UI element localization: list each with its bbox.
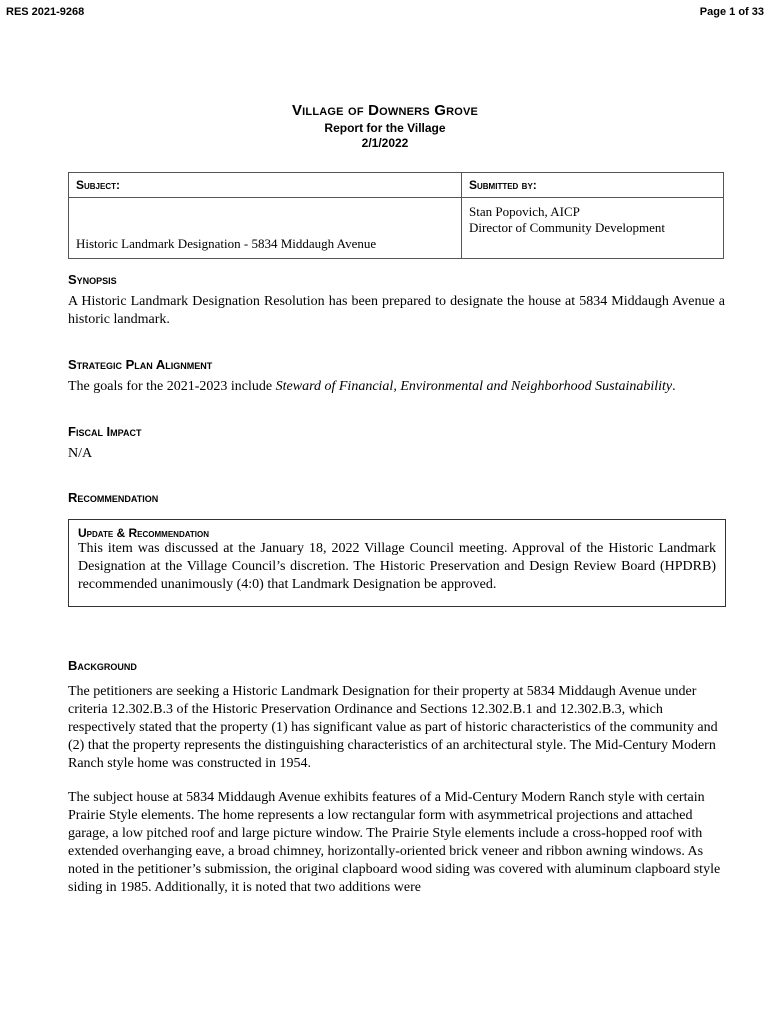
strategic-text bbox=[68, 378, 725, 396]
synopsis-heading: Synopsis bbox=[68, 272, 117, 287]
fiscal-heading: Fiscal Impact bbox=[68, 424, 142, 439]
report-title: Village of Downers Grove bbox=[291, 102, 479, 119]
background-paragraph-2: The subject house at 5834 Middaugh Avenue exhibits features of a Mid-Century Modern Ranch style with certain Prairie Style elements. The home represents a low rectangular form with asymmetrical projections and attached garage, a low pitched roof and large picture window. The Prairie Style elements include a cross-hopped roof with extended overhanging eave, a broad chimney, horizontally-oriented brick veneer and ribbon awning windows. As noted in the petitioner’s submission, the original clapboard wood siding was covered with aluminum clapboard style siding in 1985. Additionally, it is noted that two additions were bbox=[68, 790, 721, 895]
recommendation-section bbox=[68, 490, 725, 505]
page-number: Page 1 of 33 bbox=[699, 6, 764, 18]
background-paragraph-1: The petitioners are seeking a Historic Landmark Designation for their property at 5834 Middaugh Avenue under criteria 12.302.B.3 of the Historic Preservation Ordinance and Sections 12.302.B.1 and 12.302.B.3, which respectively stated that the property (1) has significant value as part of historic characteristics of the community and (2) that the property represents the distinguishing characteristics of an architectural style. The Mid-Century Modern Ranch style home was constructed in 1954. bbox=[68, 684, 718, 771]
submitter-title: Director of Community Development bbox=[469, 220, 666, 235]
document-id: RES 2021-9268 bbox=[6, 6, 85, 18]
report-date: 2/1/2022 bbox=[361, 136, 409, 150]
fiscal-section bbox=[68, 424, 725, 463]
info-table bbox=[68, 172, 724, 259]
submitted-by-value bbox=[462, 198, 724, 259]
strategic-text-suffix: . bbox=[672, 379, 676, 394]
strategic-heading: Strategic Plan Alignment bbox=[68, 357, 213, 372]
submitted-by-label: Submitted by: bbox=[462, 173, 724, 198]
update-text: This item was discussed at the January 18, 2022 Village Council meeting. Approval of the Historic Landmark Designation at the Village Council’s discretion. The Historic Preservation and Design Review Board (HPDRB) recommended unanimously (4:0) that Landmark Designation be approved. bbox=[78, 541, 716, 592]
report-subtitle: Report for the Village bbox=[324, 121, 446, 135]
title-block bbox=[0, 102, 770, 150]
subject-value: Historic Landmark Designation - 5834 Middaugh Avenue bbox=[69, 198, 462, 259]
submitter-name: Stan Popovich, AICP bbox=[469, 204, 580, 219]
synopsis-section bbox=[68, 272, 725, 329]
update-heading: Update & Recommendation bbox=[78, 526, 210, 540]
subject-label: Subject: bbox=[69, 173, 462, 198]
strategic-section bbox=[68, 357, 725, 396]
background-heading: Background bbox=[68, 658, 137, 673]
update-recommendation-box bbox=[68, 519, 726, 607]
fiscal-text: N/A bbox=[68, 446, 93, 461]
background-section bbox=[68, 658, 725, 897]
recommendation-heading: Recommendation bbox=[68, 490, 159, 505]
strategic-goal: Steward of Financial, Environmental and Neighborhood Sustainability bbox=[275, 379, 673, 394]
strategic-text-prefix: The goals for the 2021-2023 include bbox=[68, 379, 276, 394]
synopsis-text: A Historic Landmark Designation Resolution has been prepared to designate the house at 5834 Middaugh Avenue a historic landmark. bbox=[68, 294, 725, 327]
